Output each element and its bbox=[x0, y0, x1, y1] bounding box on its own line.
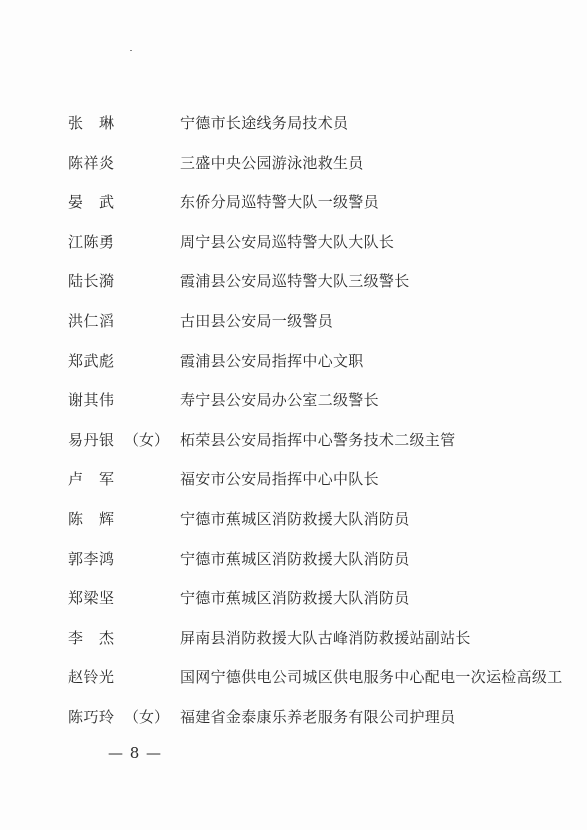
person-position: 寿宁县公安局办公室二级警长 bbox=[180, 391, 379, 410]
person-position: 宁德市蕉城区消防救援大队消防员 bbox=[180, 589, 410, 608]
list-item bbox=[0, 579, 587, 619]
person-name: 陈 辉 bbox=[68, 509, 115, 528]
person-position: 宁德市蕉城区消防救援大队消防员 bbox=[180, 549, 410, 568]
person-name: 郑武彪 bbox=[68, 351, 115, 370]
person-name: 晏 武 bbox=[68, 193, 115, 212]
person-name: 易丹银 bbox=[68, 430, 115, 449]
list-item bbox=[0, 342, 587, 382]
person-position: 古田县公安局一级警员 bbox=[180, 311, 334, 330]
person-name: 谢其伟 bbox=[68, 391, 115, 410]
list-item bbox=[0, 460, 587, 500]
list-item bbox=[0, 658, 587, 698]
person-name: 洪仁滔 bbox=[68, 311, 115, 330]
person-position: 宁德市长途线务局技术员 bbox=[180, 114, 349, 132]
person-name: 陈祥炎 bbox=[68, 153, 115, 172]
person-name: 赵铃光 bbox=[68, 668, 115, 687]
list-item bbox=[0, 104, 587, 144]
person-name: 江陈勇 bbox=[68, 232, 115, 251]
person-position: 福建省金泰康乐养老服务有限公司护理员 bbox=[180, 707, 456, 726]
list-item bbox=[0, 262, 587, 302]
person-name: 卢 军 bbox=[68, 470, 115, 489]
person-position: 福安市公安局指挥中心中队长 bbox=[180, 470, 379, 489]
list-item bbox=[0, 223, 587, 263]
person-name: 张 琳 bbox=[68, 114, 115, 132]
list-item bbox=[0, 381, 587, 421]
person-position: 霞浦县公安局巡特警大队三级警长 bbox=[180, 272, 410, 291]
list-item bbox=[0, 421, 587, 461]
list-item bbox=[0, 302, 587, 342]
person-position: 周宁县公安局巡特警大队大队长 bbox=[180, 232, 395, 251]
person-name: 李 杰 bbox=[68, 628, 115, 647]
gender-note: （女） bbox=[124, 430, 170, 449]
page-number: — 8 — bbox=[107, 744, 163, 762]
list-item bbox=[0, 698, 587, 738]
person-name: 郭李鸿 bbox=[68, 549, 115, 568]
person-position: 霞浦县公安局指挥中心文职 bbox=[180, 351, 364, 370]
person-name: 陆长漪 bbox=[68, 272, 115, 291]
list-item bbox=[0, 619, 587, 659]
honoree-list bbox=[0, 104, 587, 738]
scan-speck bbox=[130, 50, 132, 51]
person-position: 宁德市蕉城区消防救援大队消防员 bbox=[180, 509, 410, 528]
person-position: 东侨分局巡特警大队一级警员 bbox=[180, 193, 379, 212]
person-position: 柘荣县公安局指挥中心警务技术二级主管 bbox=[180, 430, 456, 449]
person-position: 国网宁德供电公司城区供电服务中心配电一次运检高级工 bbox=[180, 668, 563, 687]
list-item bbox=[0, 500, 587, 540]
gender-note: （女） bbox=[124, 707, 170, 726]
person-position: 三盛中央公园游泳池救生员 bbox=[180, 153, 364, 172]
list-item bbox=[0, 183, 587, 223]
person-name: 陈巧玲 bbox=[68, 707, 115, 726]
list-item bbox=[0, 144, 587, 184]
person-position: 屏南县消防救援大队古峰消防救援站副站长 bbox=[180, 628, 471, 647]
list-item bbox=[0, 540, 587, 580]
person-name: 郑梁坚 bbox=[68, 589, 115, 608]
